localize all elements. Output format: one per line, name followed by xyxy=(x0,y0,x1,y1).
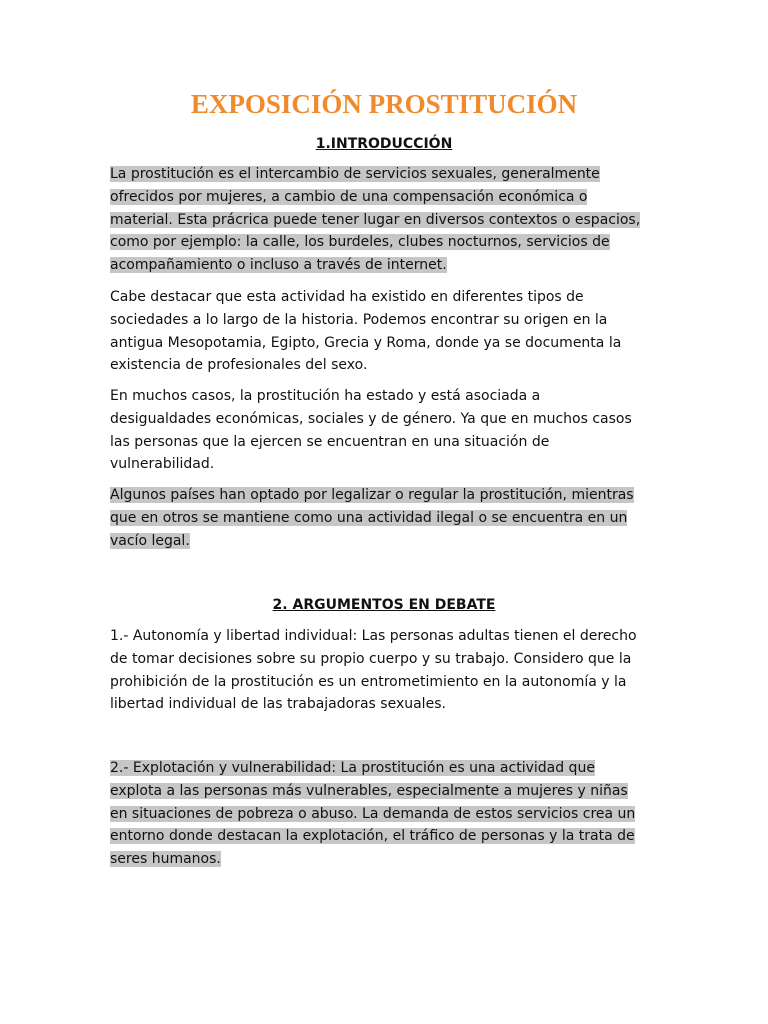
document-title: EXPOSICIÓN PROSTITUCIÓN xyxy=(190,89,578,119)
section-heading-introduccion: 1.INTRODUCCIÓN xyxy=(315,136,453,152)
paragraph-explotacion: 2.- Explotación y vulnerabilidad: La prostitución es una actividad que explota a las personas más vulnerables, especialmente a mujeres y niñas en situaciones de pobreza o abuso. La demanda de estos servicios crea un entorno donde destacan la explotación, el tráfico de personas y la trata de seres humanos. xyxy=(110,760,636,868)
paragraph-desigualdades: En muchos casos, la prostitución ha estado y está asociada a desigualdades económicas, sociales y de género. Ya que en muchos casos las personas que la ejercen se encuentran en una situación de vulnerabilidad. xyxy=(110,388,632,473)
paragraph-definicion: La prostitución es el intercambio de servicios sexuales, generalmente ofrecidos por mujeres, a cambio de una compensación económica o material. Esta prácrica puede tener lugar en diversos contextos o espacios, como por ejemplo: la calle, los burdeles, clubes nocturnos, servicios de acompañamiento o incluso a través de internet. xyxy=(110,166,641,274)
section-heading-argumentos: 2. ARGUMENTOS EN DEBATE xyxy=(272,597,496,613)
paragraph-autonomia: 1.- Autonomía y libertad individual: Las personas adultas tienen el derecho de tomar decisiones sobre su propio cuerpo y su trabajo. Considero que la prohibición de la prostitución es un entrometimiento en la autonomía y la libertad individual de las trabajadoras sexuales. xyxy=(110,628,637,713)
paragraph-historia: Cabe destacar que esta actividad ha existido en diferentes tipos de sociedades a lo largo de la historia. Podemos encontrar su origen en la antigua Mesopotamia, Egipto, Grecia y Roma, donde ya se documenta la existencia de profesionales del sexo. xyxy=(110,289,622,374)
paragraph-legalizacion: Algunos países han optado por legalizar o regular la prostitución, mientras que en otros se mantiene como una actividad ilegal o se encuentra en un vacío legal. xyxy=(110,487,634,549)
